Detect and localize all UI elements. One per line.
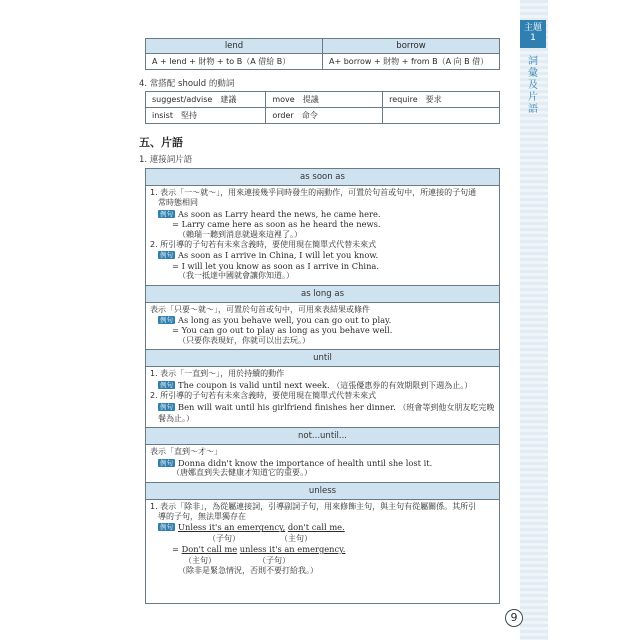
lend-header: lend — [146, 39, 323, 54]
subordinate-clause: unless it's an emergency. — [239, 544, 346, 555]
rule-text: 1. 表示「一直到～」，用於持續的動作 — [150, 369, 285, 379]
example-sentence: The coupon is valid until next week. — [178, 379, 330, 390]
not-until-body — [146, 445, 499, 482]
vertical-char: 詞 — [528, 56, 538, 67]
rule-text: 1. 表示「一～就～」，用來連接幾乎同時發生的兩動作，可置於句首或句中，所連接的子句通 — [150, 188, 477, 197]
example-tag: 例句 — [160, 316, 173, 325]
example-tag: 例句 — [160, 458, 173, 467]
example-translation: （除非是緊急情況，否則不要打給我。） — [178, 565, 318, 575]
example-translation: （班會等到他女朋友吃完晚餐為止。） — [158, 402, 495, 423]
vertical-char: 及 — [528, 80, 538, 91]
example-tag: 例句 — [160, 402, 173, 411]
as-long-as-body — [146, 303, 499, 351]
clause-label: （子句） — [208, 533, 240, 543]
rule-text: 表示「只要～就～」，可置於句首或句中，可用來表結果或條件 — [150, 304, 370, 314]
until-body — [146, 367, 499, 428]
verb-cell: insist 堅持 — [146, 108, 266, 124]
borrow-cell: A+ borrow + 財物 + from B（A 向 B 借） — [323, 54, 500, 70]
as-soon-as-body — [146, 186, 499, 286]
equals-sign: = — [172, 544, 182, 555]
example-sentence: As long as you behave well, you can go out to play. — [178, 315, 392, 326]
chapter-tab-label: 主題 — [523, 23, 542, 33]
vertical-char: 語 — [528, 104, 538, 115]
lend-cell: A + lend + 財物 + to B（A 借給 B） — [146, 54, 323, 70]
example-sentence: = You can go out to play as long as you behave well. — [172, 325, 393, 336]
example-translation: （我一抵達中國就會讓你知道。） — [178, 271, 294, 281]
should-verbs-table — [145, 91, 500, 124]
verb-cell: require 要求 — [383, 92, 500, 108]
clause-label: （主句） — [184, 555, 216, 565]
lend-borrow-table — [145, 38, 500, 70]
borrow-header: borrow — [323, 39, 500, 54]
example-translation: （只要你表現好，你就可以出去玩。） — [178, 335, 310, 345]
clause-label: （子句） — [258, 555, 290, 565]
rule-text: 常時態相同 — [158, 198, 198, 208]
chapter-tab-number: 1 — [530, 33, 536, 43]
not-until-header: not...until... — [146, 428, 499, 445]
rule-text: 1. 表示「除非」，為從屬連接詞，引導副詞子句，用來修飾主句，與主句有從屬關係。其所引 — [150, 501, 477, 511]
example-tag: 例句 — [160, 380, 173, 389]
example-tag: 例句 — [160, 251, 173, 260]
should-heading: 4. 常搭配 should 的動詞 — [139, 79, 235, 89]
main-clause: don't call me. — [287, 522, 345, 533]
example-sentence: Ben will wait until his girlfriend finishes her dinner. — [178, 401, 396, 412]
subordinate-clause: Unless it's an emergency, — [178, 522, 286, 533]
rule-text: 表示「直到～才～」 — [150, 447, 222, 457]
as-long-as-header: as long as — [146, 286, 499, 303]
conjunction-phrases-box — [145, 168, 500, 604]
rule-text: 導的子句，無法單獨存在 — [158, 511, 246, 521]
chapter-tab[interactable] — [520, 20, 546, 48]
example-sentence: As soon as Larry heard the news, he came here. — [178, 208, 381, 219]
example-tag: 例句 — [160, 523, 173, 532]
example-sentence: = Larry came here as soon as he heard the news. — [172, 219, 381, 230]
until-header: until — [146, 350, 499, 367]
example-translation: （這張優惠券的有效期限到下週為止。） — [332, 380, 473, 390]
section-title: 五、片語 — [139, 136, 183, 149]
verb-cell: suggest/advise 建議 — [146, 92, 266, 108]
verb-cell: move 提議 — [266, 92, 383, 108]
unless-body — [146, 500, 499, 580]
rule-text: 2. 所引導的子句若有未來含義時，要使用現在簡單式代替未來式 — [150, 391, 377, 401]
example-translation: （賴瑞一聽到消息就過來這裡了。） — [178, 229, 302, 239]
clause-label: （主句） — [280, 533, 312, 543]
example-sentence: = I will let you know as soon as I arrive in China. — [172, 260, 380, 271]
as-soon-as-header: as soon as — [146, 169, 499, 186]
verb-cell: order 命令 — [266, 108, 383, 124]
verb-cell — [383, 108, 500, 124]
page-number: 9 — [505, 609, 523, 627]
example-translation: （唐娜直到失去健康才知道它的重要。） — [172, 468, 312, 478]
unless-header: unless — [146, 483, 499, 500]
example-sentence: As soon as I arrive in China, I will let you know. — [178, 250, 379, 261]
vertical-char: 片 — [528, 92, 538, 103]
example-tag: 例句 — [160, 209, 173, 218]
rule-text: 2. 所引導的子句若有未來含義時，要使用現在簡單式代替未來式 — [150, 240, 377, 250]
chapter-vertical-title — [523, 56, 543, 116]
example-sentence: Donna didn't know the importance of health until she lost it. — [178, 457, 433, 468]
main-clause: Don't call me — [181, 544, 238, 555]
vertical-char: 彙 — [528, 68, 538, 79]
subsection-title: 1. 連接詞片語 — [139, 155, 193, 165]
